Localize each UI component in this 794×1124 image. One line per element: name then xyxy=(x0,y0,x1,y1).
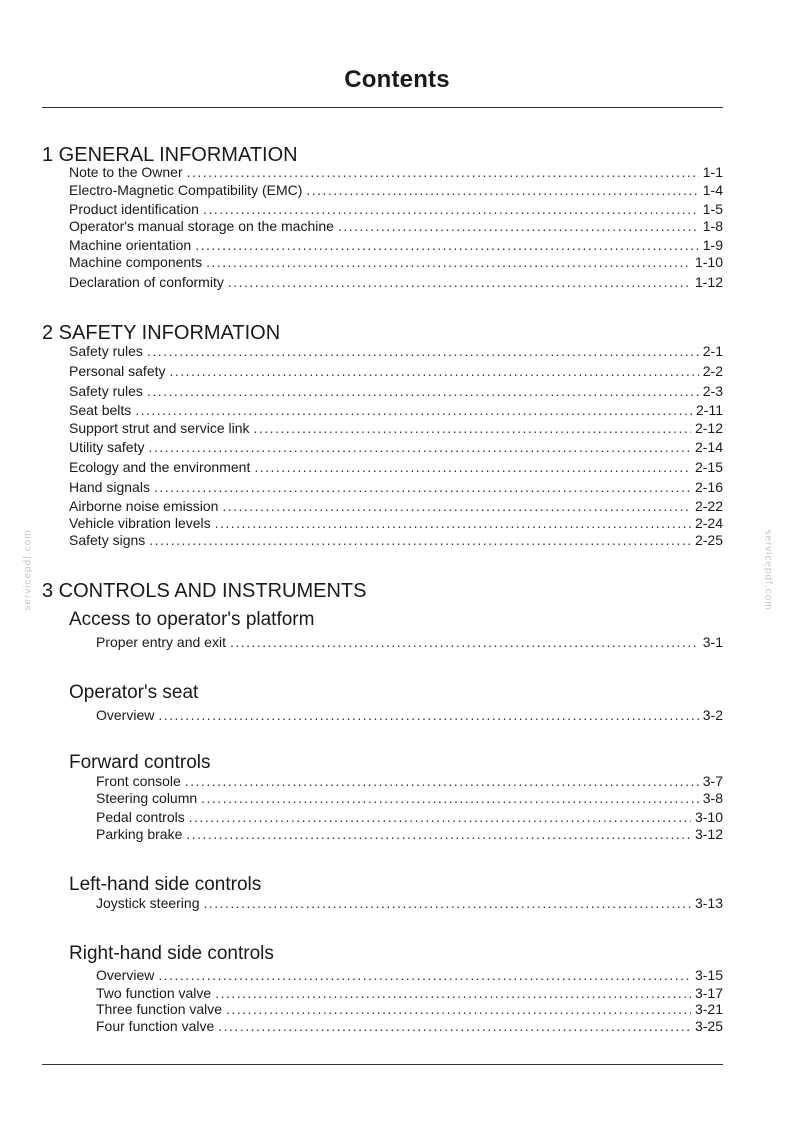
toc-entry-page: 3-12 xyxy=(694,826,723,842)
dot-leader xyxy=(148,439,691,456)
toc-entry-page: 2-1 xyxy=(702,343,723,359)
toc-entry-label: Three function valve xyxy=(96,1001,223,1017)
dot-leader xyxy=(149,532,691,549)
toc-entry-label: Overview xyxy=(96,707,155,723)
dot-leader xyxy=(158,707,698,724)
page-title: Contents xyxy=(344,66,450,93)
toc-entry[interactable] xyxy=(96,1001,723,1018)
toc-entry-label: Machine orientation xyxy=(69,237,192,253)
section-heading-controls-and-instruments: 3 CONTROLS AND INSTRUMENTS xyxy=(42,580,367,602)
toc-entry-page: 1-10 xyxy=(694,254,723,270)
toc-entry-label: Declaration of conformity xyxy=(69,274,224,290)
dot-leader xyxy=(158,967,691,984)
dot-leader xyxy=(222,498,691,515)
toc-entry-page: 1-9 xyxy=(702,237,723,253)
toc-entry-label: Ecology and the environment xyxy=(69,459,251,475)
toc-entry[interactable] xyxy=(96,895,723,912)
dot-leader xyxy=(186,826,691,843)
toc-entry-label: Two function valve xyxy=(96,985,212,1001)
toc-entry[interactable] xyxy=(96,707,723,724)
dot-leader xyxy=(154,479,691,496)
dot-leader xyxy=(147,343,699,360)
toc-entry-label: Steering column xyxy=(96,790,198,806)
toc-entry-page: 1-4 xyxy=(702,182,723,198)
toc-entry-page: 2-22 xyxy=(694,498,723,514)
toc-entry-label: Safety rules xyxy=(69,383,143,399)
toc-entry-label: Front console xyxy=(96,773,181,789)
dot-leader xyxy=(201,790,699,807)
toc-entry[interactable] xyxy=(96,967,723,984)
toc-entry-page: 1-12 xyxy=(694,274,723,290)
toc-entry[interactable] xyxy=(69,383,723,400)
section-heading-general-information: 1 GENERAL INFORMATION xyxy=(42,144,298,166)
toc-entry[interactable] xyxy=(69,532,723,549)
toc-entry-page: 2-25 xyxy=(694,532,723,548)
toc-entry[interactable] xyxy=(69,498,723,515)
toc-entry-label: Safety signs xyxy=(69,532,146,548)
dot-leader xyxy=(228,274,691,291)
toc-entry-label: Proper entry and exit xyxy=(96,634,226,650)
watermark-left: servicepdf.com xyxy=(22,529,34,611)
dot-leader xyxy=(215,985,691,1002)
section-heading-safety-information: 2 SAFETY INFORMATION xyxy=(42,322,281,344)
dot-leader xyxy=(254,420,691,437)
toc-entry-page: 3-17 xyxy=(694,985,723,1001)
toc-entry-label: Joystick steering xyxy=(96,895,200,911)
toc-entry-label: Operator's manual storage on the machine xyxy=(69,218,334,234)
toc-entry-label: Vehicle vibration levels xyxy=(69,515,211,531)
toc-entry-page: 3-25 xyxy=(694,1018,723,1034)
dot-leader xyxy=(170,363,699,380)
toc-entry[interactable] xyxy=(96,1018,723,1035)
dot-leader xyxy=(306,182,698,199)
toc-entry-page: 2-12 xyxy=(694,420,723,436)
toc-entry-page: 3-10 xyxy=(694,809,723,825)
dot-leader xyxy=(195,237,699,254)
toc-entry-label: Product identification xyxy=(69,201,199,217)
toc-entry[interactable] xyxy=(96,985,723,1002)
toc-entry-label: Four function valve xyxy=(96,1018,215,1034)
dot-leader xyxy=(230,634,699,651)
toc-entry-label: Overview xyxy=(96,967,155,983)
toc-entry-page: 1-8 xyxy=(702,218,723,234)
toc-entry-label: Personal safety xyxy=(69,363,166,379)
toc-entry-page: 2-2 xyxy=(702,363,723,379)
dot-leader xyxy=(203,895,690,912)
toc-entry[interactable] xyxy=(69,201,723,218)
dot-leader xyxy=(254,459,691,476)
toc-entry[interactable] xyxy=(69,439,723,456)
toc-entry[interactable] xyxy=(69,459,723,476)
toc-entry-label: Note to the Owner xyxy=(69,164,183,180)
toc-entry[interactable] xyxy=(96,634,723,651)
toc-entry-label: Machine components xyxy=(69,254,203,270)
dot-leader xyxy=(338,218,699,235)
toc-entry-page: 3-8 xyxy=(702,790,723,806)
toc-entry-label: Pedal controls xyxy=(96,809,185,825)
dot-leader xyxy=(218,1018,691,1035)
toc-entry-page: 3-21 xyxy=(694,1001,723,1017)
toc-entry[interactable] xyxy=(69,479,723,496)
subsection-heading: Right-hand side controls xyxy=(69,943,274,964)
toc-entry-page: 3-7 xyxy=(702,773,723,789)
toc-entry-page: 2-11 xyxy=(696,402,723,418)
subsection-heading: Access to operator's platform xyxy=(69,609,315,630)
dot-leader xyxy=(226,1001,691,1018)
toc-entry-page: 3-15 xyxy=(694,967,723,983)
toc-entry[interactable] xyxy=(69,182,723,199)
toc-entry-label: Seat belts xyxy=(69,402,132,418)
toc-entry[interactable] xyxy=(69,237,723,254)
bottom-divider xyxy=(42,1064,723,1065)
toc-entry-page: 3-1 xyxy=(702,634,723,650)
toc-entry[interactable] xyxy=(69,164,723,181)
toc-entry[interactable] xyxy=(96,773,723,790)
dot-leader xyxy=(187,164,699,181)
toc-entry-page: 3-13 xyxy=(694,895,723,911)
toc-entry[interactable] xyxy=(96,809,723,826)
toc-entry-label: Utility safety xyxy=(69,439,145,455)
toc-entry-page: 2-14 xyxy=(694,439,723,455)
toc-entry-page: 2-24 xyxy=(694,515,723,531)
toc-entry-label: Airborne noise emission xyxy=(69,498,219,514)
watermark-right: servicepdf.com xyxy=(762,529,774,611)
dot-leader xyxy=(189,809,691,826)
toc-entry[interactable] xyxy=(69,515,723,532)
toc-entry[interactable] xyxy=(69,343,723,360)
top-divider xyxy=(42,107,723,108)
toc-entry[interactable] xyxy=(96,826,723,843)
dot-leader xyxy=(147,383,699,400)
dot-leader xyxy=(135,402,692,419)
toc-entry-label: Hand signals xyxy=(69,479,150,495)
toc-entry-page: 1-5 xyxy=(702,201,723,217)
toc-entry[interactable] xyxy=(69,274,723,291)
toc-entry-label: Electro-Magnetic Compatibility (EMC) xyxy=(69,182,303,198)
toc-entry[interactable] xyxy=(69,363,723,380)
toc-entry-page: 3-2 xyxy=(702,707,723,723)
dot-leader xyxy=(206,254,691,271)
toc-entry-label: Support strut and service link xyxy=(69,420,250,436)
toc-entry-label: Safety rules xyxy=(69,343,143,359)
toc-entry[interactable] xyxy=(69,420,723,437)
toc-entry-page: 1-1 xyxy=(702,164,723,180)
subsection-heading: Forward controls xyxy=(69,752,211,773)
dot-leader xyxy=(185,773,699,790)
dot-leader xyxy=(215,515,691,532)
dot-leader xyxy=(203,201,699,218)
toc-entry[interactable] xyxy=(69,402,723,419)
toc-entry-page: 2-16 xyxy=(694,479,723,495)
toc-entry-label: Parking brake xyxy=(96,826,183,842)
subsection-heading: Left-hand side controls xyxy=(69,874,262,895)
toc-entry[interactable] xyxy=(69,254,723,271)
toc-entry[interactable] xyxy=(96,790,723,807)
toc-entry[interactable] xyxy=(69,218,723,235)
toc-entry-page: 2-15 xyxy=(694,459,723,475)
toc-entry-page: 2-3 xyxy=(702,383,723,399)
subsection-heading: Operator's seat xyxy=(69,682,199,703)
